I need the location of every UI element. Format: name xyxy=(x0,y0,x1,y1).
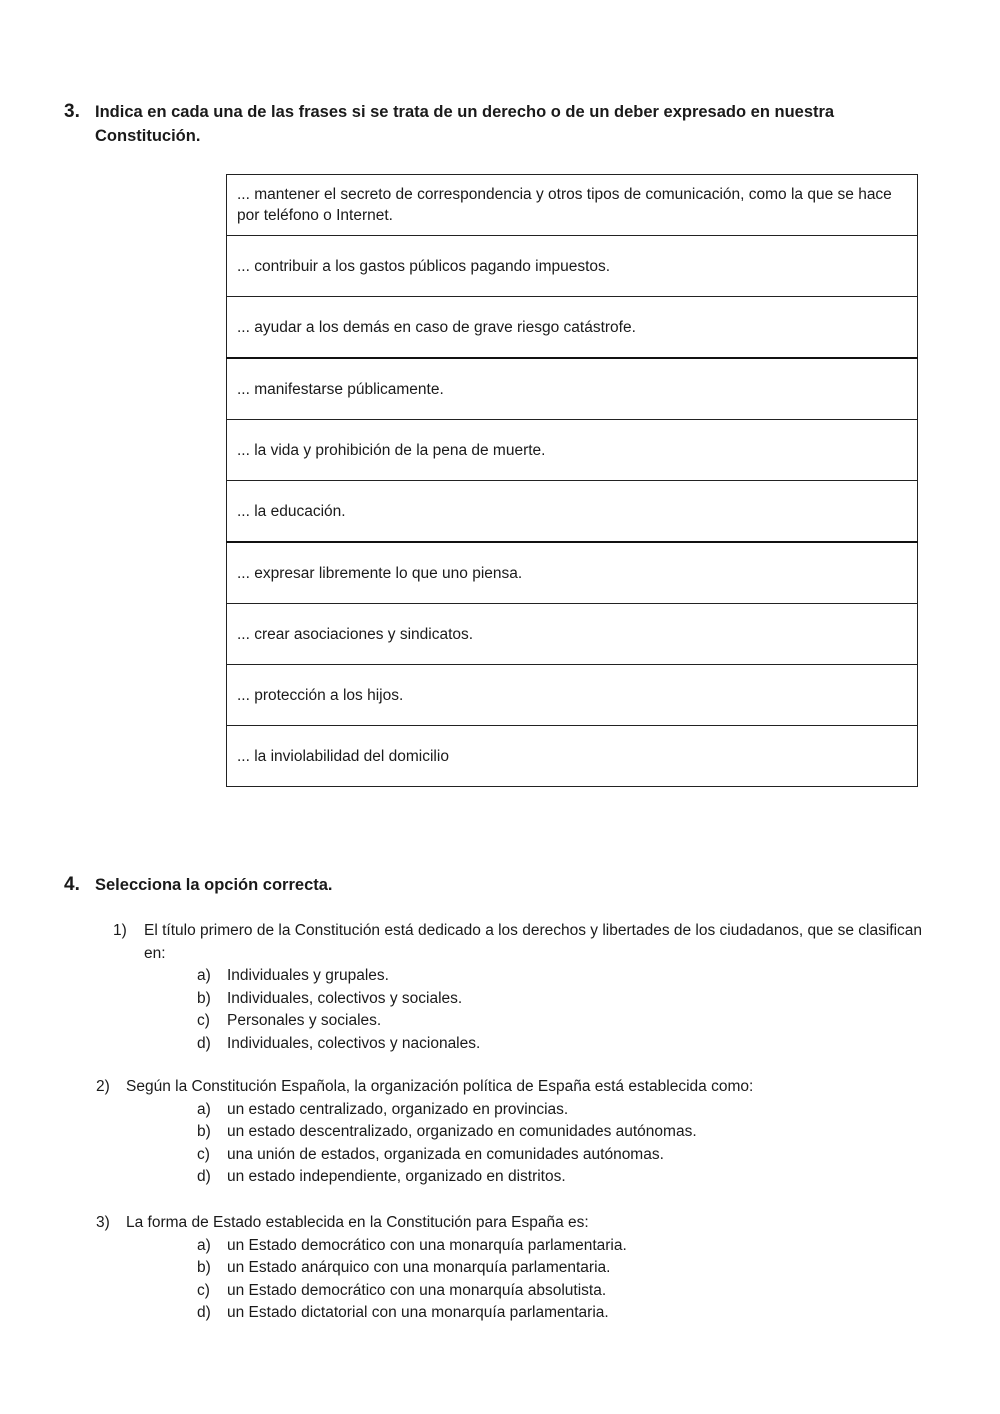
table-row xyxy=(227,604,918,665)
option-text: un Estado anárquico con una monarquía parlamentaria. xyxy=(227,1259,611,1276)
mc-number: 1) xyxy=(113,922,127,939)
table-cell[interactable]: ... mantener el secreto de correspondencia y otros tipos de comunicación, como la que se hace por teléfono o Internet. xyxy=(227,175,918,236)
mc-options xyxy=(197,965,923,1055)
option-text: un estado descentralizado, organizado en comunidades autónomas. xyxy=(227,1123,697,1140)
mc-stem-text: Según la Constitución Española, la organización política de España está establecida como: xyxy=(126,1078,754,1095)
option-letter: b) xyxy=(197,989,211,1007)
table-row xyxy=(227,236,918,297)
mc-option[interactable] xyxy=(197,1302,916,1325)
mc-options xyxy=(197,1235,916,1325)
table-row xyxy=(227,726,918,787)
mc-option[interactable] xyxy=(197,1144,916,1167)
table-cell[interactable]: ... la vida y prohibición de la pena de muerte. xyxy=(227,420,918,481)
table-cell[interactable]: ... la educación. xyxy=(227,481,918,543)
table-row xyxy=(227,542,918,604)
mc-number: 2) xyxy=(96,1078,110,1095)
mc-option[interactable] xyxy=(197,1280,916,1303)
mc-number: 3) xyxy=(96,1214,110,1231)
option-letter: b) xyxy=(197,1123,211,1140)
table-cell[interactable]: ... manifestarse públicamente. xyxy=(227,358,918,420)
table-row xyxy=(227,175,918,236)
option-letter: a) xyxy=(197,967,211,984)
question-4-heading xyxy=(64,873,894,897)
option-text: un Estado democrático con una monarquía absolutista. xyxy=(227,1281,607,1299)
table-cell[interactable]: ... crear asociaciones y sindicatos. xyxy=(227,604,918,665)
option-letter: b) xyxy=(197,1259,211,1276)
table-cell[interactable]: ... expresar libremente lo que uno piensa. xyxy=(227,542,918,604)
multiple-choice-1 xyxy=(113,920,923,1055)
table-row xyxy=(227,481,918,543)
table-cell[interactable]: ... contribuir a los gastos públicos pagando impuestos. xyxy=(227,236,918,297)
option-letter: a) xyxy=(197,1236,211,1254)
option-letter: d) xyxy=(197,1034,211,1052)
option-text: un estado centralizado, organizado en provincias. xyxy=(227,1100,569,1118)
mc-stem xyxy=(113,920,923,965)
option-text: Individuales, colectivos y nacionales. xyxy=(227,1034,481,1052)
mc-stem-text: La forma de Estado establecida en la Constitución para España es: xyxy=(126,1214,589,1231)
multiple-choice-2 xyxy=(96,1076,916,1189)
table-cell[interactable]: ... la inviolabilidad del domicilio xyxy=(227,726,918,787)
mc-option[interactable] xyxy=(197,1121,916,1144)
question-4-number: 4. xyxy=(64,874,80,895)
question-3-title: Indica en cada una de las frases si se trata de un derecho o de un deber expresado en nuestra Constitución. xyxy=(95,103,835,145)
table-row xyxy=(227,665,918,726)
option-letter: d) xyxy=(197,1168,211,1185)
mc-option[interactable] xyxy=(197,1010,923,1033)
option-letter: c) xyxy=(197,1281,210,1299)
option-text: un estado independiente, organizado en distritos. xyxy=(227,1168,566,1185)
mc-option[interactable] xyxy=(197,1166,916,1189)
question-3-heading xyxy=(64,100,894,148)
option-text: un Estado democrático con una monarquía parlamentaria. xyxy=(227,1236,627,1254)
table-row xyxy=(227,297,918,359)
option-letter: c) xyxy=(197,1012,210,1029)
option-text: Personales y sociales. xyxy=(227,1012,382,1029)
option-text: un Estado dictatorial con una monarquía parlamentaria. xyxy=(227,1304,609,1321)
mc-options xyxy=(197,1099,916,1189)
mc-stem-text: El título primero de la Constitución está dedicado a los derechos y libertades de los ciudadanos, que se clasifican en: xyxy=(144,922,923,962)
table-cell[interactable]: ... ayudar a los demás en caso de grave riesgo catástrofe. xyxy=(227,297,918,359)
option-letter: c) xyxy=(197,1145,210,1163)
table-row xyxy=(227,358,918,420)
option-text: una unión de estados, organizada en comunidades autónomas. xyxy=(227,1145,664,1163)
mc-option[interactable] xyxy=(197,1033,923,1056)
option-text: Individuales, colectivos y sociales. xyxy=(227,989,463,1007)
option-letter: a) xyxy=(197,1100,211,1118)
table-row xyxy=(227,420,918,481)
mc-option[interactable] xyxy=(197,1257,916,1280)
question-3-number: 3. xyxy=(64,101,80,122)
question-4-title: Selecciona la opción correcta. xyxy=(95,876,333,894)
multiple-choice-3 xyxy=(96,1212,916,1325)
mc-option[interactable] xyxy=(197,988,923,1011)
option-text: Individuales y grupales. xyxy=(227,967,389,984)
mc-stem xyxy=(96,1212,916,1235)
mc-option[interactable] xyxy=(197,965,923,988)
table-cell[interactable]: ... protección a los hijos. xyxy=(227,665,918,726)
phrases-table xyxy=(226,174,918,787)
mc-option[interactable] xyxy=(197,1235,916,1258)
mc-option[interactable] xyxy=(197,1099,916,1122)
option-letter: d) xyxy=(197,1304,211,1321)
mc-stem xyxy=(96,1076,916,1099)
